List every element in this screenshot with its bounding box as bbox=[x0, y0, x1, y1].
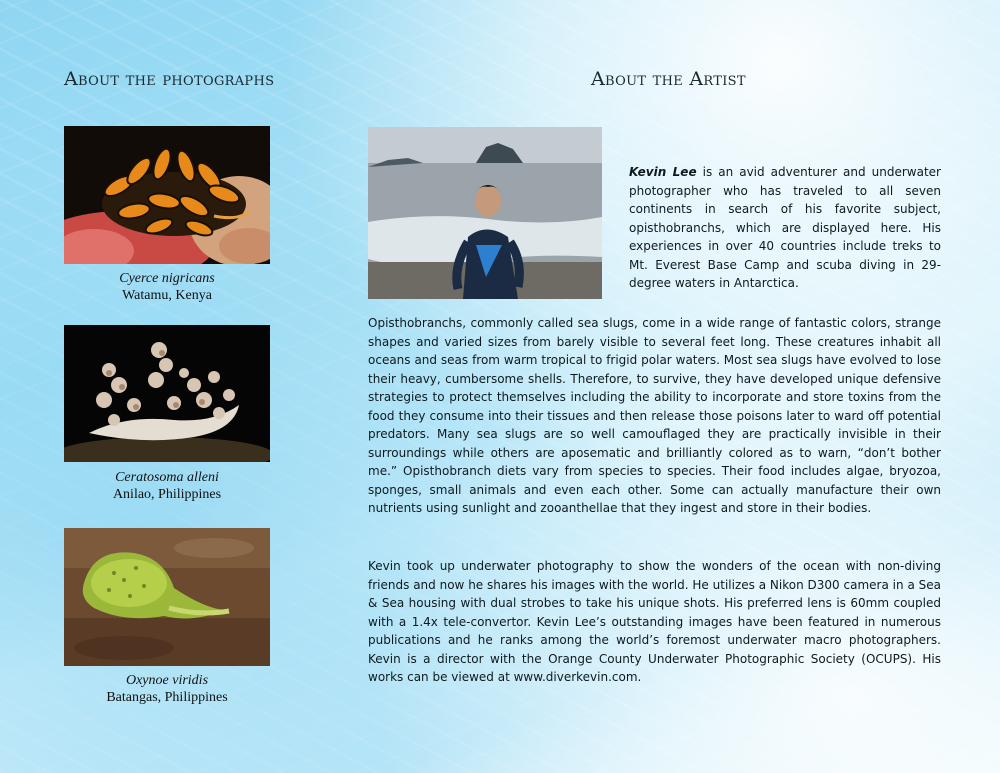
photo-location: Batangas, Philippines bbox=[106, 690, 228, 705]
artist-name: Kevin Lee bbox=[629, 165, 697, 179]
photo-cyerce-nigricans bbox=[64, 126, 270, 264]
artist-bio-text: is an avid adventurer and underwater photographer who has traveled to all seven continents in search of his favorite subject, opisthobranchs, which are displayed here. His experiences in over 40 countries include treks to Mt. Everest Base Camp and scuba diving in 29-degree waters in Antarctica. bbox=[629, 165, 941, 290]
species-name: Oxynoe viridis bbox=[125, 673, 209, 688]
species-name: Ceratosoma alleni bbox=[115, 470, 219, 485]
opisthobranchs-paragraph: Opisthobranchs, commonly called sea slugs, come in a wide range of fantastic colors, strange shapes and varied sizes from barely visible to several feet long. These creatures inhabit all oceans and seas from warm tropical to frigid polar waters. Most sea slugs have evolved to lose their heavy, cumbersome shells. Therefore, to survive, they have developed unique defensive strategies to protect themselves including the ability to incorporate and store toxins from the food they consume into their tissues and then release those poisons later to ward off potential predators. Many sea slugs are so well camouflaged they are practically invisible in their surroundings while others are aposematic and brilliantly colored as to warn, “don’t bother me.” Opisthobranch diets vary from species to species. Their food includes algae, bryozoa, sponges, small animals and even each other. Some can actually manufacture their own nutrients using sunlight and zooanthellae that they ingest and store in their bodies. bbox=[368, 316, 941, 515]
photo-caption bbox=[64, 672, 270, 706]
artist-portrait-photo bbox=[368, 127, 602, 299]
photo-location: Anilao, Philippines bbox=[112, 487, 222, 502]
artist-bio-intro bbox=[629, 163, 941, 293]
photo-location: Watamu, Kenya bbox=[122, 288, 212, 303]
photography-paragraph: Kevin took up underwater photography to show the wonders of the ocean with non-diving friends and now he shares his images with the world. He utilizes a Nikon D300 camera in a Sea & Sea housing with dual strobes to take his unique shots. His preferred lens is 60mm coupled with a 1.4x tele-convertor. Kevin Lee’s outstanding images have been featured in numerous publications and he ranks among the world’s foremost underwater macro photographers. Kevin is a director with the Orange County Underwater Photographic Society (OCUPS). His works can be viewed at www.diverkevin.com. bbox=[368, 559, 941, 684]
photos-section-heading: About the photographs bbox=[64, 68, 275, 90]
photo-caption bbox=[64, 469, 270, 503]
photo-ceratosoma-alleni bbox=[64, 325, 270, 462]
photo-oxynoe-viridis bbox=[64, 528, 270, 666]
photo-caption bbox=[64, 270, 270, 304]
artist-section-heading: About the Artist bbox=[591, 68, 746, 90]
species-name: Cyerce nigricans bbox=[119, 271, 215, 286]
